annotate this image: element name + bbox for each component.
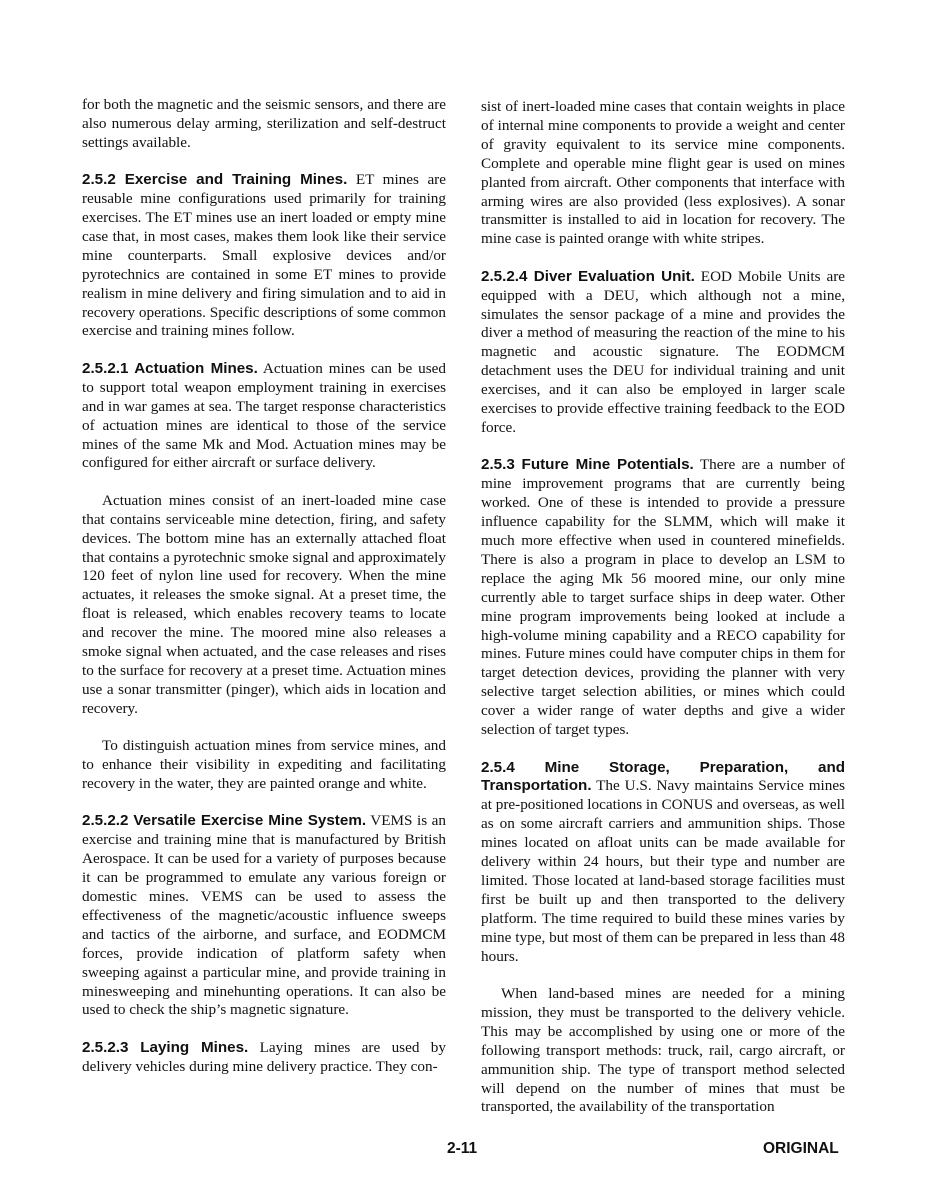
section-2-5-4 <box>481 759 845 967</box>
section-2-5-2-3 <box>82 1039 446 1077</box>
section-body: The U.S. Navy maintains Service mines at pre-positioned locations in CONUS and overseas, as well as on some aircraft carriers and ammunition ships. Those mines located on afloat units can be made available for delivery within 24 hours, but their type and number are limited. Those located at land-based storage facilities must first be built up and then transported to the delivery platform. The time required to build these mines varies by mine type, but most of them can be prepared in less than 48 hours. <box>481 777 846 965</box>
paragraph: When land-based mines are needed for a mining mission, they must be transported to the delivery vehicle. This may be accomplished by using one or more of the following transport methods: truck, rail, cargo aircraft, or ammunition ship. The type of transport method selected will depend on the number of mines that must be transported, the availability of the transportation <box>481 984 845 1116</box>
section-heading: 2.5.2.4 Diver Evaluation Unit. <box>481 267 695 285</box>
paragraph: To distinguish actuation mines from service mines, and to enhance their visibility in expediting and facilitating recovery in the water, they are painted orange and white. <box>82 737 446 792</box>
section-heading: 2.5.2.1 Actuation Mines. <box>82 359 258 377</box>
section-body: There are a number of mine improvement programs that are currently being worked. One of these is intended to provide a pressure influence capability for the SLMM, which will make it much more effective when used in countered minefields. There is also a program in place to develop an LSM to replace the aging Mk 56 moored mine, our only mine currently able to target surface ships in deep water. Other mine program improvements being looked at include a high-volume mining capability and a RECO capability for mines. Future mines could have computer chips in them for target detection devices, providing the planner with very selective target selection abilities, or mines which could cover a wider range of water depths and give a wider selection of target types. <box>481 456 846 739</box>
section-body: Laying mines are used by delivery vehicles during mine delivery practice. They con- <box>82 1038 446 1075</box>
section-2-5-3 <box>481 456 845 740</box>
section-heading: 2.5.3 Future Mine Potentials. <box>481 456 694 474</box>
section-2-5-2 <box>82 171 446 341</box>
section-heading: 2.5.2 Exercise and Training Mines. <box>82 171 348 189</box>
section-body: Actuation mines can be used to support total weapon employment training in exercises and in war games at sea. The target response characteristics of actuation mines are identical to those of the service mines of the same Mk and Mod. Actuation mines may be configured for either aircraft or surface delivery. <box>82 359 446 472</box>
section-heading: 2.5.2.3 Laying Mines. <box>82 1038 249 1056</box>
left-column <box>82 96 446 1077</box>
document-status: ORIGINAL <box>763 1140 839 1157</box>
section-body: ET mines are reusable mine configurations used primarily for training exercises. The ET mines use an inert loaded or empty mine case that, in most cases, makes them look like their service mine counterparts. Small explosive devices and/or pyrotechnics are contained in some ET mines to provide realism in mine delivery and firing simulation and to aid in recovery operations. Specific descriptions of some common exercise and training mines follow. <box>82 171 446 340</box>
section-body: EOD Mobile Units are equipped with a DEU, which although not a mine, simulates the sensor package of a mine and provides the diver a method of measuring the reaction of the mine to his magnetic and acoustic signature. The EODMCM detachment uses the DEU for individual training and unit exercises, and it can also be employed in larger scale exercises to provide effective training feedback to the EOD force. <box>481 267 845 436</box>
paragraph: Actuation mines consist of an inert-loaded mine case that contains serviceable mine detection, firing, and safety devices. The bottom mine has an externally attached float that contains a pyrotechnic smoke signal and approximately 120 feet of nylon line used for recovery. When the mine actuates, it releases the smoke signal. At a preset time, the float is released, which enables recovery teams to locate and recover the mine. The moored mine also releases a smoke signal when actuated, and the case releases and rises to the surface for recovery at a preset time. Actuation mines use a sonar transmitter (pinger), which aids in location and recovery. <box>82 491 446 717</box>
section-2-5-2-2 <box>82 812 446 1020</box>
right-column <box>481 98 845 1117</box>
continued-paragraph: sist of inert-loaded mine cases that contain weights in place of internal mine components to provide a weight and center of gravity equivalent to its service mine components. Complete and operable mine flight gear is used on mines planted from aircraft. Other components that interface with arming wires are also provided (less explosives). A sonar transmitter is installed to aid in location for recovery. The mine case is painted orange with white stripes. <box>481 98 845 248</box>
continued-paragraph: for both the magnetic and the seismic sensors, and there are also numerous delay arming, sterilization and self-destruct settings available. <box>82 96 446 151</box>
section-heading: 2.5.2.2 Versatile Exercise Mine System. <box>82 812 367 830</box>
page-number: 2-11 <box>447 1140 478 1157</box>
section-heading: 2.5.4 Mine Storage, Preparation, and Transportation. <box>481 758 845 795</box>
section-2-5-2-1 <box>82 360 446 473</box>
section-body: VEMS is an exercise and training mine that is manufactured by British Aerospace. It can be used for a variety of purposes because it can be programmed to emulate any various foreign or domestic mines. VEMS can be used to assess the effectiveness of the magnetic/acoustic influence sweeps and tactics of the airborne, and surface, and EODMCM forces, provide indication of platform safety when sweeping against a particular mine, and provide training in minesweeping and minehunting operations. It can also be used to check the ship’s magnetic signature. <box>82 812 446 1019</box>
section-2-5-2-4 <box>481 268 845 438</box>
